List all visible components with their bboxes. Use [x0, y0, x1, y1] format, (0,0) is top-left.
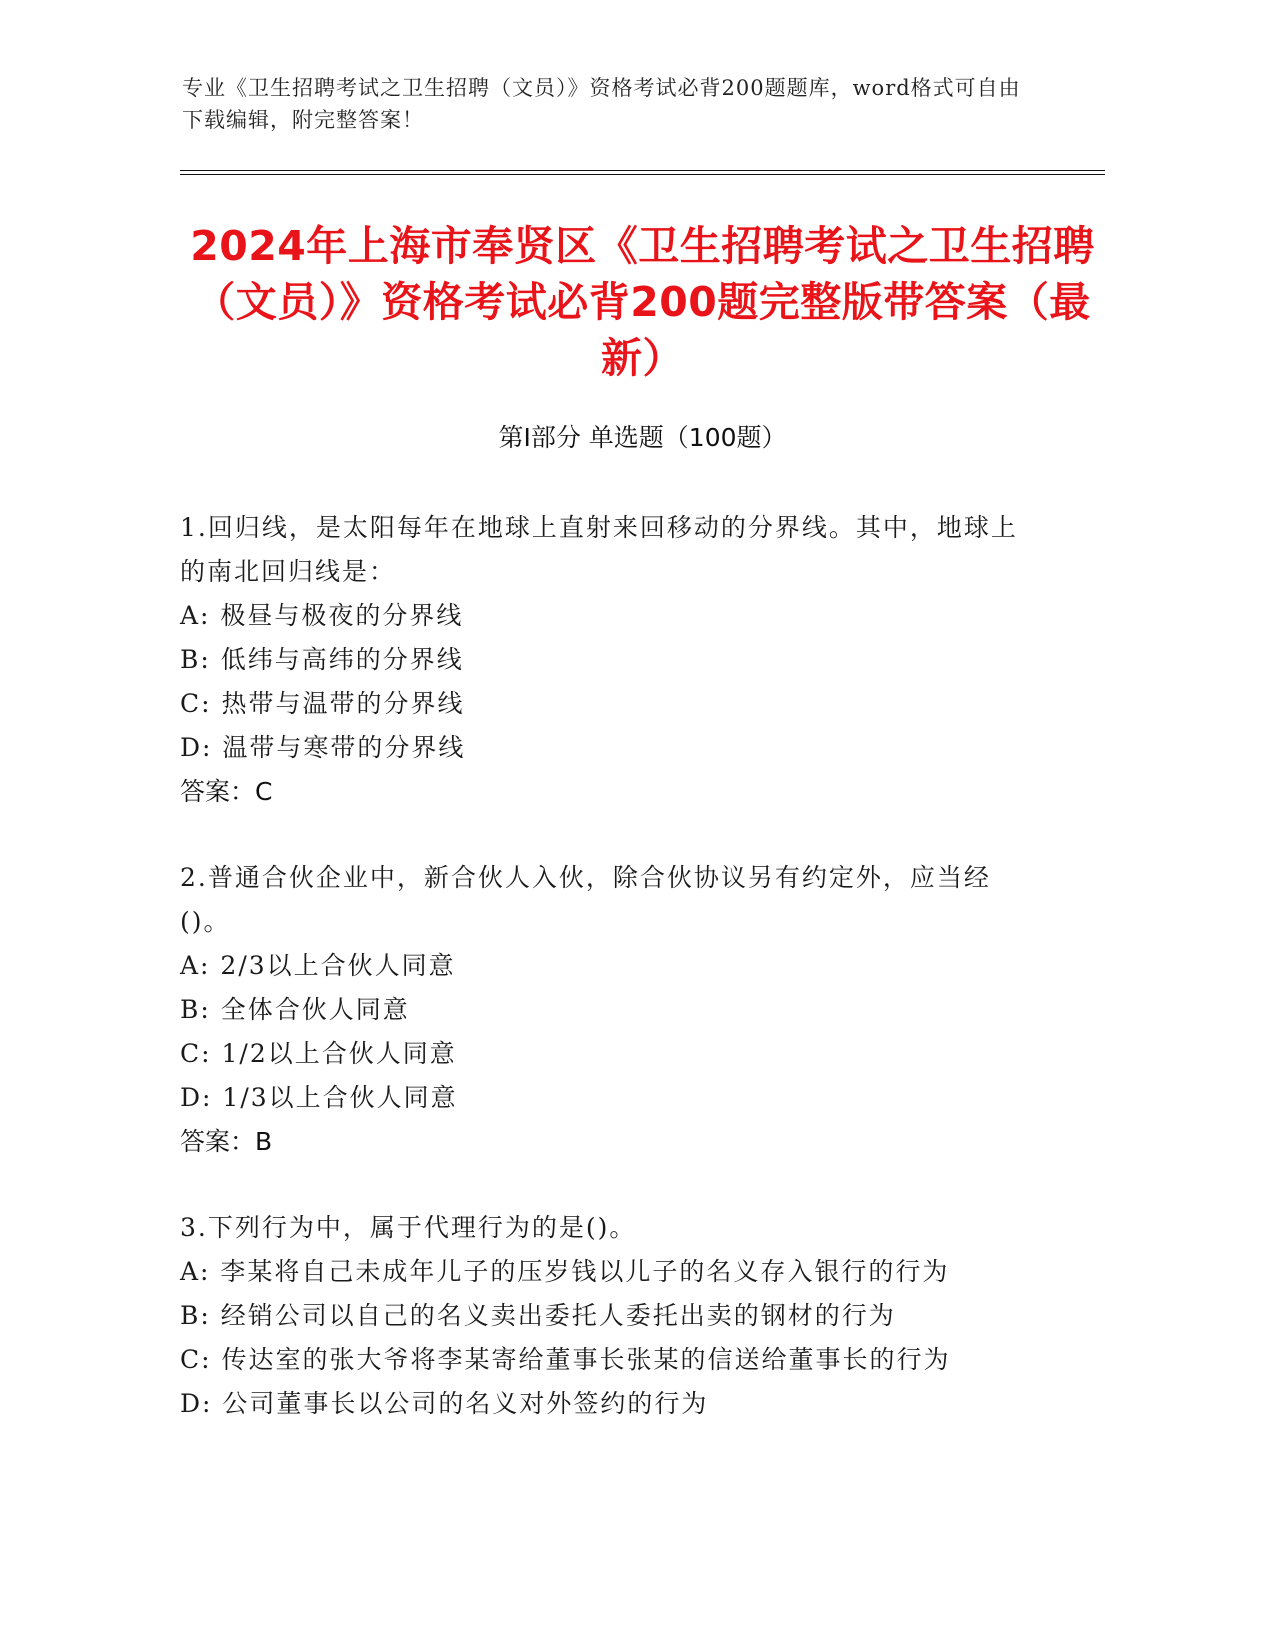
- option-b: B: 低纬与高纬的分界线: [180, 645, 464, 674]
- question-stem: 3.下列行为中，属于代理行为的是()。: [180, 1213, 637, 1242]
- option-c: C: 传达室的张大爷将李某寄给董事长张某的信送给董事长的行为: [180, 1345, 951, 1374]
- option-c: C: 热带与温带的分界线: [180, 689, 465, 718]
- option-d: D: 1/3以上合伙人同意: [180, 1083, 458, 1112]
- header-note: 专业《卫生招聘考试之卫生招聘（文员）》资格考试必背200题题库，word格式可自由下载编辑，附完整答案！: [182, 76, 1021, 132]
- option-b: B: 全体合伙人同意: [180, 995, 410, 1024]
- question-list: [180, 506, 1030, 1468]
- section-title: 第I部分 单选题（100题）: [498, 423, 787, 452]
- question-3: [180, 1206, 1030, 1426]
- header-divider: [180, 170, 1105, 175]
- question-stem: 1.回归线，是太阳每年在地球上直射来回移动的分界线。其中，地球上的南北回归线是：: [180, 513, 1018, 586]
- question-1: [180, 506, 1030, 814]
- question-2: [180, 856, 1030, 1164]
- answer-label: 答案：B: [180, 1127, 273, 1156]
- option-a: A: 极昼与极夜的分界线: [180, 601, 464, 630]
- option-a: A: 2/3以上合伙人同意: [180, 951, 456, 980]
- answer-label: 答案：C: [180, 777, 273, 806]
- option-d: D: 温带与寒带的分界线: [180, 733, 466, 762]
- option-c: C: 1/2以上合伙人同意: [180, 1039, 457, 1068]
- option-b: B: 经销公司以自己的名义卖出委托人委托出卖的钢材的行为: [180, 1301, 896, 1330]
- option-a: A: 李某将自己未成年儿子的压岁钱以儿子的名义存入银行的行为: [180, 1257, 950, 1286]
- question-stem: 2.普通合伙企业中，新合伙人入伙，除合伙协议另有约定外，应当经()。: [180, 863, 991, 936]
- document-title: 2024年上海市奉贤区《卫生招聘考试之卫生招聘（文员）》资格考试必背200题完整版带答案（最新）: [190, 222, 1095, 382]
- option-d: D: 公司董事长以公司的名义对外签约的行为: [180, 1389, 709, 1418]
